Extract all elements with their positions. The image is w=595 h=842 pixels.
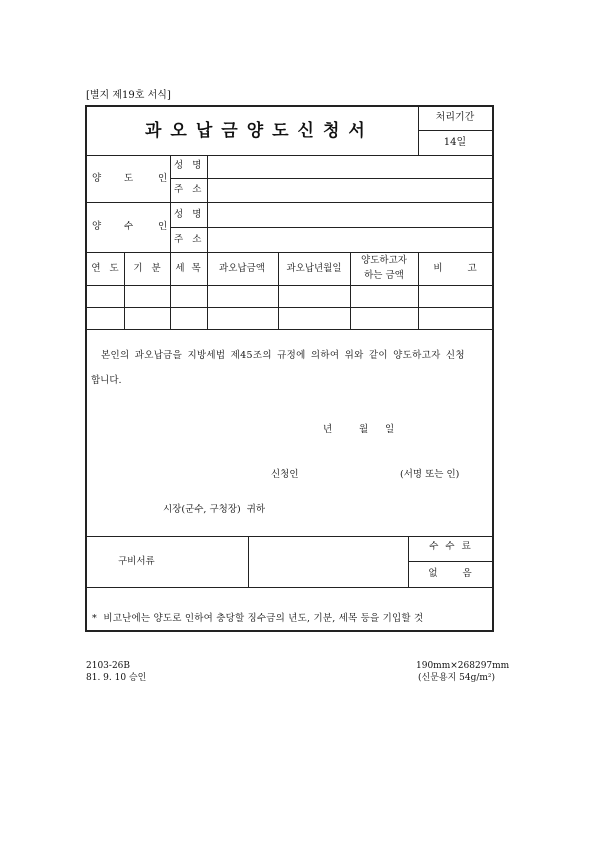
col-header-overpaid-date: 과오납년월일: [286, 263, 342, 274]
assignee-label-3: 인: [158, 221, 168, 232]
col-header-year: 연 도: [91, 263, 119, 274]
signature-label: (서명 또는 인): [400, 469, 460, 480]
applicant-label: 신청인: [271, 469, 299, 480]
statement-line-2: 합니다.: [91, 375, 122, 386]
date-month: 월: [359, 424, 369, 435]
fee-value: 없 음: [428, 568, 472, 579]
assignor-label-3: 인: [158, 173, 168, 184]
col-header-tax-item: 세 목: [175, 263, 201, 274]
form-title: 과오납금양도신청서: [145, 121, 374, 141]
footnote: * 비고난에는 양도로 인하여 충당할 징수금의 년도, 기분, 세목 등을 기입할 것: [92, 613, 424, 624]
assignor-name-label: 성 명: [174, 160, 202, 171]
form-code: 2103-26B: [86, 661, 131, 671]
paper-size: 190mm×268297mm: [416, 661, 510, 671]
addressee: 시장(군수, 구청장) 귀하: [163, 504, 266, 515]
col-header-overpaid-amount: 과오납금액: [219, 263, 265, 274]
form-label: [별지 제19호 서식]: [86, 90, 171, 101]
col-header-transfer-amount-2: 하는 금액: [364, 270, 404, 281]
assignee-address-label: 주 소: [174, 234, 202, 245]
assignor-label-1: 양: [92, 173, 102, 184]
processing-period-value: 14일: [443, 137, 467, 148]
col-header-remarks: 비 고: [433, 263, 477, 274]
col-header-period: 기 분: [133, 263, 161, 274]
col-header-transfer-amount-1: 양도하고자: [361, 255, 407, 266]
approval-date: 81. 9. 10 승인: [86, 673, 147, 683]
date-year: 년: [323, 424, 333, 435]
documents-label: 구비서류: [118, 556, 155, 567]
assignee-label-2: 수: [124, 221, 134, 232]
assignee-label-1: 양: [92, 221, 102, 232]
processing-period-label: 처리기간: [435, 112, 475, 123]
assignor-address-label: 주 소: [174, 184, 202, 195]
assignor-label-2: 도: [124, 173, 134, 184]
paper-type: (신문용지 54g/m²): [418, 673, 496, 683]
fee-label: 수 수 료: [429, 541, 471, 552]
assignee-name-label: 성 명: [174, 209, 202, 220]
date-day: 일: [385, 424, 395, 435]
statement-line-1: 본인의 과오납금을 지방세법 제45조의 규정에 의하여 위와 같이 양도하고자 신청: [101, 350, 465, 361]
